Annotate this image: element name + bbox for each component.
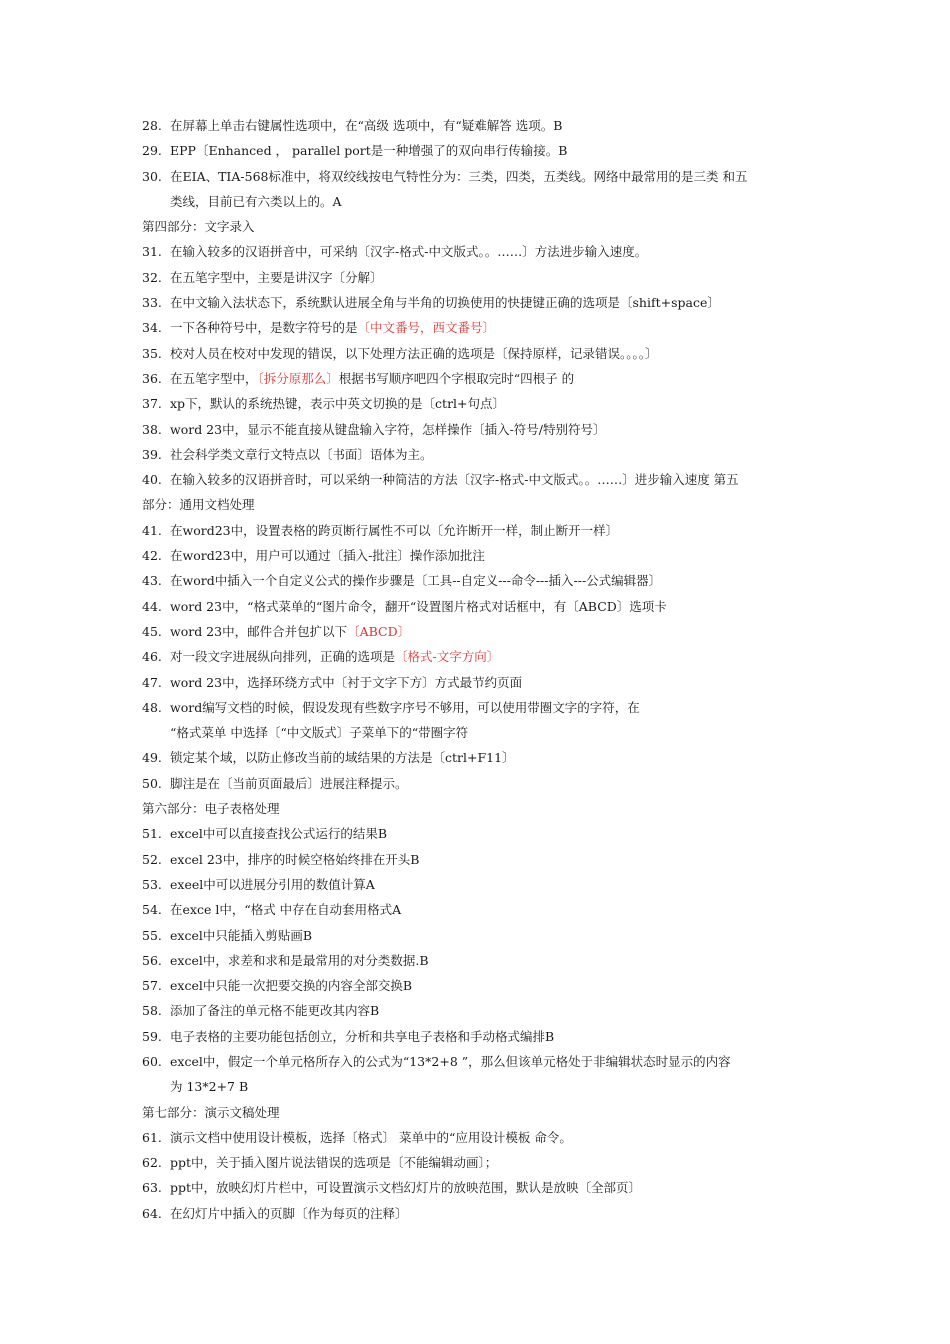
line-text: 对一段文字进展纵向排列，正确的选项是 [170, 649, 396, 665]
question-line [142, 695, 832, 720]
question-continuation [142, 1074, 832, 1099]
line-text: 在exce l中，“格式 中存在自动套用格式A [170, 902, 402, 918]
line-text: excel中，假定一个单元格所存入的公式为“13*2+8 ”，那么但该单元格处于非编辑状态时显示的内容 [170, 1053, 731, 1069]
question-continuation [142, 189, 832, 214]
question-number: 38. [142, 421, 162, 437]
highlighted-answer: 〔拆分原那么〕 [257, 370, 339, 386]
line-text: 在幻灯片中插入的页脚〔作为每页的注释〕 [170, 1205, 408, 1221]
question-line [142, 366, 832, 391]
line-text: 类线，目前已有六类以上的。A [170, 193, 342, 209]
question-line [142, 847, 832, 872]
line-text: 在屏幕上单击右键属性选项中，在“高级 选项中，有“疑难解答 选项。B [170, 118, 563, 133]
question-number: 40. [142, 472, 162, 488]
question-line [142, 543, 832, 568]
line-text: ppt中，关于插入图片说法错误的选项是〔不能编辑动画〕； [170, 1155, 498, 1171]
line-text: word 23中，“格式菜单的“图片命令，翻开“设置图片格式对话框中，有〔ABCD〕选项卡 [170, 598, 667, 614]
question-line [142, 568, 832, 593]
line-text: word 23中，显示不能直接从键盘输入字符，怎样操作〔插入-符号/特别符号〕 [170, 421, 606, 437]
highlighted-answer: 〔中文番号，西文番号〕 [357, 320, 496, 336]
section-heading [142, 214, 832, 239]
question-line [142, 1150, 832, 1175]
question-number: 59. [142, 1028, 162, 1044]
line-text: 在word23中，设置表格的跨页断行属性不可以〔允许断开一样，制止断开一样〕 [170, 522, 619, 538]
question-number: 51. [142, 826, 162, 842]
question-number: 45. [142, 623, 162, 639]
line-text: 社会科学类文章行文特点以〔书面〕语体为主。 [170, 446, 433, 462]
question-number: 33. [142, 295, 162, 311]
question-line [142, 290, 832, 315]
question-number: 56. [142, 952, 162, 968]
question-number: 57. [142, 978, 162, 994]
question-line [142, 771, 832, 796]
question-number: 54. [142, 902, 162, 918]
question-number: 46. [142, 649, 162, 665]
question-number: 31. [142, 244, 162, 260]
line-text: excel 23中，排序的时候空格始终排在开头B [170, 851, 420, 867]
question-number: 63. [142, 1180, 162, 1196]
question-line [142, 973, 832, 998]
section-heading [142, 492, 832, 517]
question-line [142, 1024, 832, 1049]
line-text: excel中只能一次把要交换的内容全部交换B [170, 978, 413, 994]
highlighted-answer: 〔ABCD〕 [347, 623, 411, 639]
question-number: 50. [142, 775, 162, 791]
question-number: 30. [142, 168, 162, 184]
question-line [142, 391, 832, 416]
line-text: 一下各种符号中，是数字符号的是 [170, 320, 358, 336]
line-text: 在EIA、TIA-568标准中，将双绞线按电气特性分为：三类，四类，五类线。网络中最常用的是三类 和五 [170, 168, 748, 184]
section-heading [142, 1100, 832, 1125]
question-line [142, 1175, 832, 1200]
question-line [142, 442, 832, 467]
line-text: 在word中插入一个自定义公式的操作步骤是〔工具--自定义---命令---插入---公式编辑器〕 [170, 573, 662, 589]
line-text: 第七部分：演示文稿处理 [142, 1104, 280, 1120]
question-line [142, 948, 832, 973]
line-text: ppt中，放映幻灯片栏中，可设置演示文档幻灯片的放映范围，默认是放映〔全部页〕 [170, 1180, 642, 1196]
question-line [142, 239, 832, 264]
question-line [142, 467, 832, 492]
line-text: excel中只能插入剪贴画B [170, 927, 313, 943]
question-number: 49. [142, 750, 162, 766]
question-number: 47. [142, 674, 162, 690]
question-line [142, 872, 832, 897]
line-text: 校对人员在校对中发现的错误，以下处理方法正确的选项是〔保持原样，记录错误。。。。〕 [170, 345, 658, 361]
line-text: word 23中，邮件合并包扩以下 [170, 623, 348, 639]
line-text: 在输入较多的汉语拼音中，可采纳〔汉字-格式-中文版式。。……〕方法进步输入速度。 [170, 244, 648, 260]
line-text: 在中文输入法状态下，系统默认进展全角与半角的切换使用的快捷键正确的选项是〔shift+space〕 [170, 295, 720, 311]
question-line [142, 341, 832, 366]
question-line [142, 1201, 832, 1226]
line-text: 第四部分：文字录入 [142, 219, 255, 235]
question-line [142, 998, 832, 1023]
question-number: 64. [142, 1205, 162, 1221]
question-line [142, 138, 832, 163]
question-number: 35. [142, 345, 162, 361]
question-number: 60. [142, 1053, 162, 1069]
line-text: 脚注是在〔当前页面最后〕进展注释提示。 [170, 775, 408, 791]
question-number: 32. [142, 269, 162, 285]
question-line [142, 315, 832, 340]
question-number: 58. [142, 1003, 162, 1019]
line-text: 为 13*2+7 B [170, 1079, 249, 1095]
line-text: word编写文档的时候，假设发现有些数字序号不够用，可以使用带圈文字的字符，在 [170, 699, 640, 715]
line-text: 演示文档中使用设计模板，选择〔格式〕 菜单中的“应用设计模板 命令。 [170, 1129, 572, 1145]
question-line [142, 644, 832, 669]
question-line [142, 265, 832, 290]
question-number: 43. [142, 573, 162, 589]
question-continuation [142, 720, 832, 745]
document-body [142, 113, 832, 1226]
highlighted-answer: 〔格式-文字方向〕 [395, 649, 500, 665]
line-text: excel中可以直接查找公式运行的结果B [170, 826, 388, 842]
question-number: 34. [142, 320, 162, 336]
question-number: 61. [142, 1129, 162, 1145]
question-line [142, 923, 832, 948]
question-line [142, 164, 832, 189]
question-line [142, 821, 832, 846]
line-text: 在五笔字型中，主要是讲汉字〔分解〕 [170, 269, 383, 285]
line-text: 第六部分：电子表格处理 [142, 801, 280, 817]
question-number: 52. [142, 851, 162, 867]
question-line [142, 518, 832, 543]
question-line [142, 897, 832, 922]
line-text: “格式菜单 中选择〔“中文版式〕子菜单下的“带圈字符 [170, 725, 469, 741]
question-number: 42. [142, 548, 162, 564]
question-number: 39. [142, 446, 162, 462]
line-text: 锁定某个域，以防止修改当前的域结果的方法是〔ctrl+F11〕 [170, 750, 515, 766]
question-line [142, 1049, 832, 1074]
line-text: 在输入较多的汉语拼音时，可以采纳一种简洁的方法〔汉字-格式-中文版式。。……〕进步输入速度 第五 [170, 472, 739, 488]
question-line [142, 619, 832, 644]
question-line [142, 594, 832, 619]
question-number: 53. [142, 876, 162, 892]
line-text: exeel中可以进展分引用的数值计算A [170, 876, 375, 892]
line-text: 电子表格的主要功能包括创立，分析和共享电子表格和手动格式编排B [170, 1028, 555, 1044]
line-text: xp下，默认的系统热键，表示中英文切换的是〔ctrl+句点〕 [170, 396, 506, 412]
question-line [142, 745, 832, 770]
section-heading [142, 796, 832, 821]
line-text: 根据书写顺序吧四个字根取完时“四根子 的 [338, 370, 575, 386]
question-number: 41. [142, 522, 162, 538]
question-line [142, 113, 832, 138]
question-number: 44. [142, 598, 162, 614]
question-line [142, 1125, 832, 1150]
line-text: word 23中，选择环绕方式中〔衬于文字下方〕方式最节约页面 [170, 674, 523, 690]
line-text: EPP〔Enhanced ， parallel port是一种增强了的双向串行传输接。B [170, 143, 568, 159]
line-text: excel中，求差和求和是最常用的对分类数据.B [170, 952, 429, 968]
question-number: 37. [142, 396, 162, 412]
question-number: 48. [142, 699, 162, 715]
line-text: 在五笔字型中， [170, 370, 258, 386]
question-number: 29. [142, 143, 162, 159]
question-number: 36. [142, 370, 162, 386]
line-text: 在word23中，用户可以通过〔插入-批注〕操作添加批注 [170, 548, 485, 564]
question-number: 28. [142, 118, 162, 133]
question-number: 62. [142, 1155, 162, 1171]
line-text: 添加了备注的单元格不能更改其内容B [170, 1003, 380, 1019]
question-line [142, 670, 832, 695]
line-text: 部分：通用文档处理 [142, 497, 255, 513]
question-line [142, 417, 832, 442]
question-number: 55. [142, 927, 162, 943]
